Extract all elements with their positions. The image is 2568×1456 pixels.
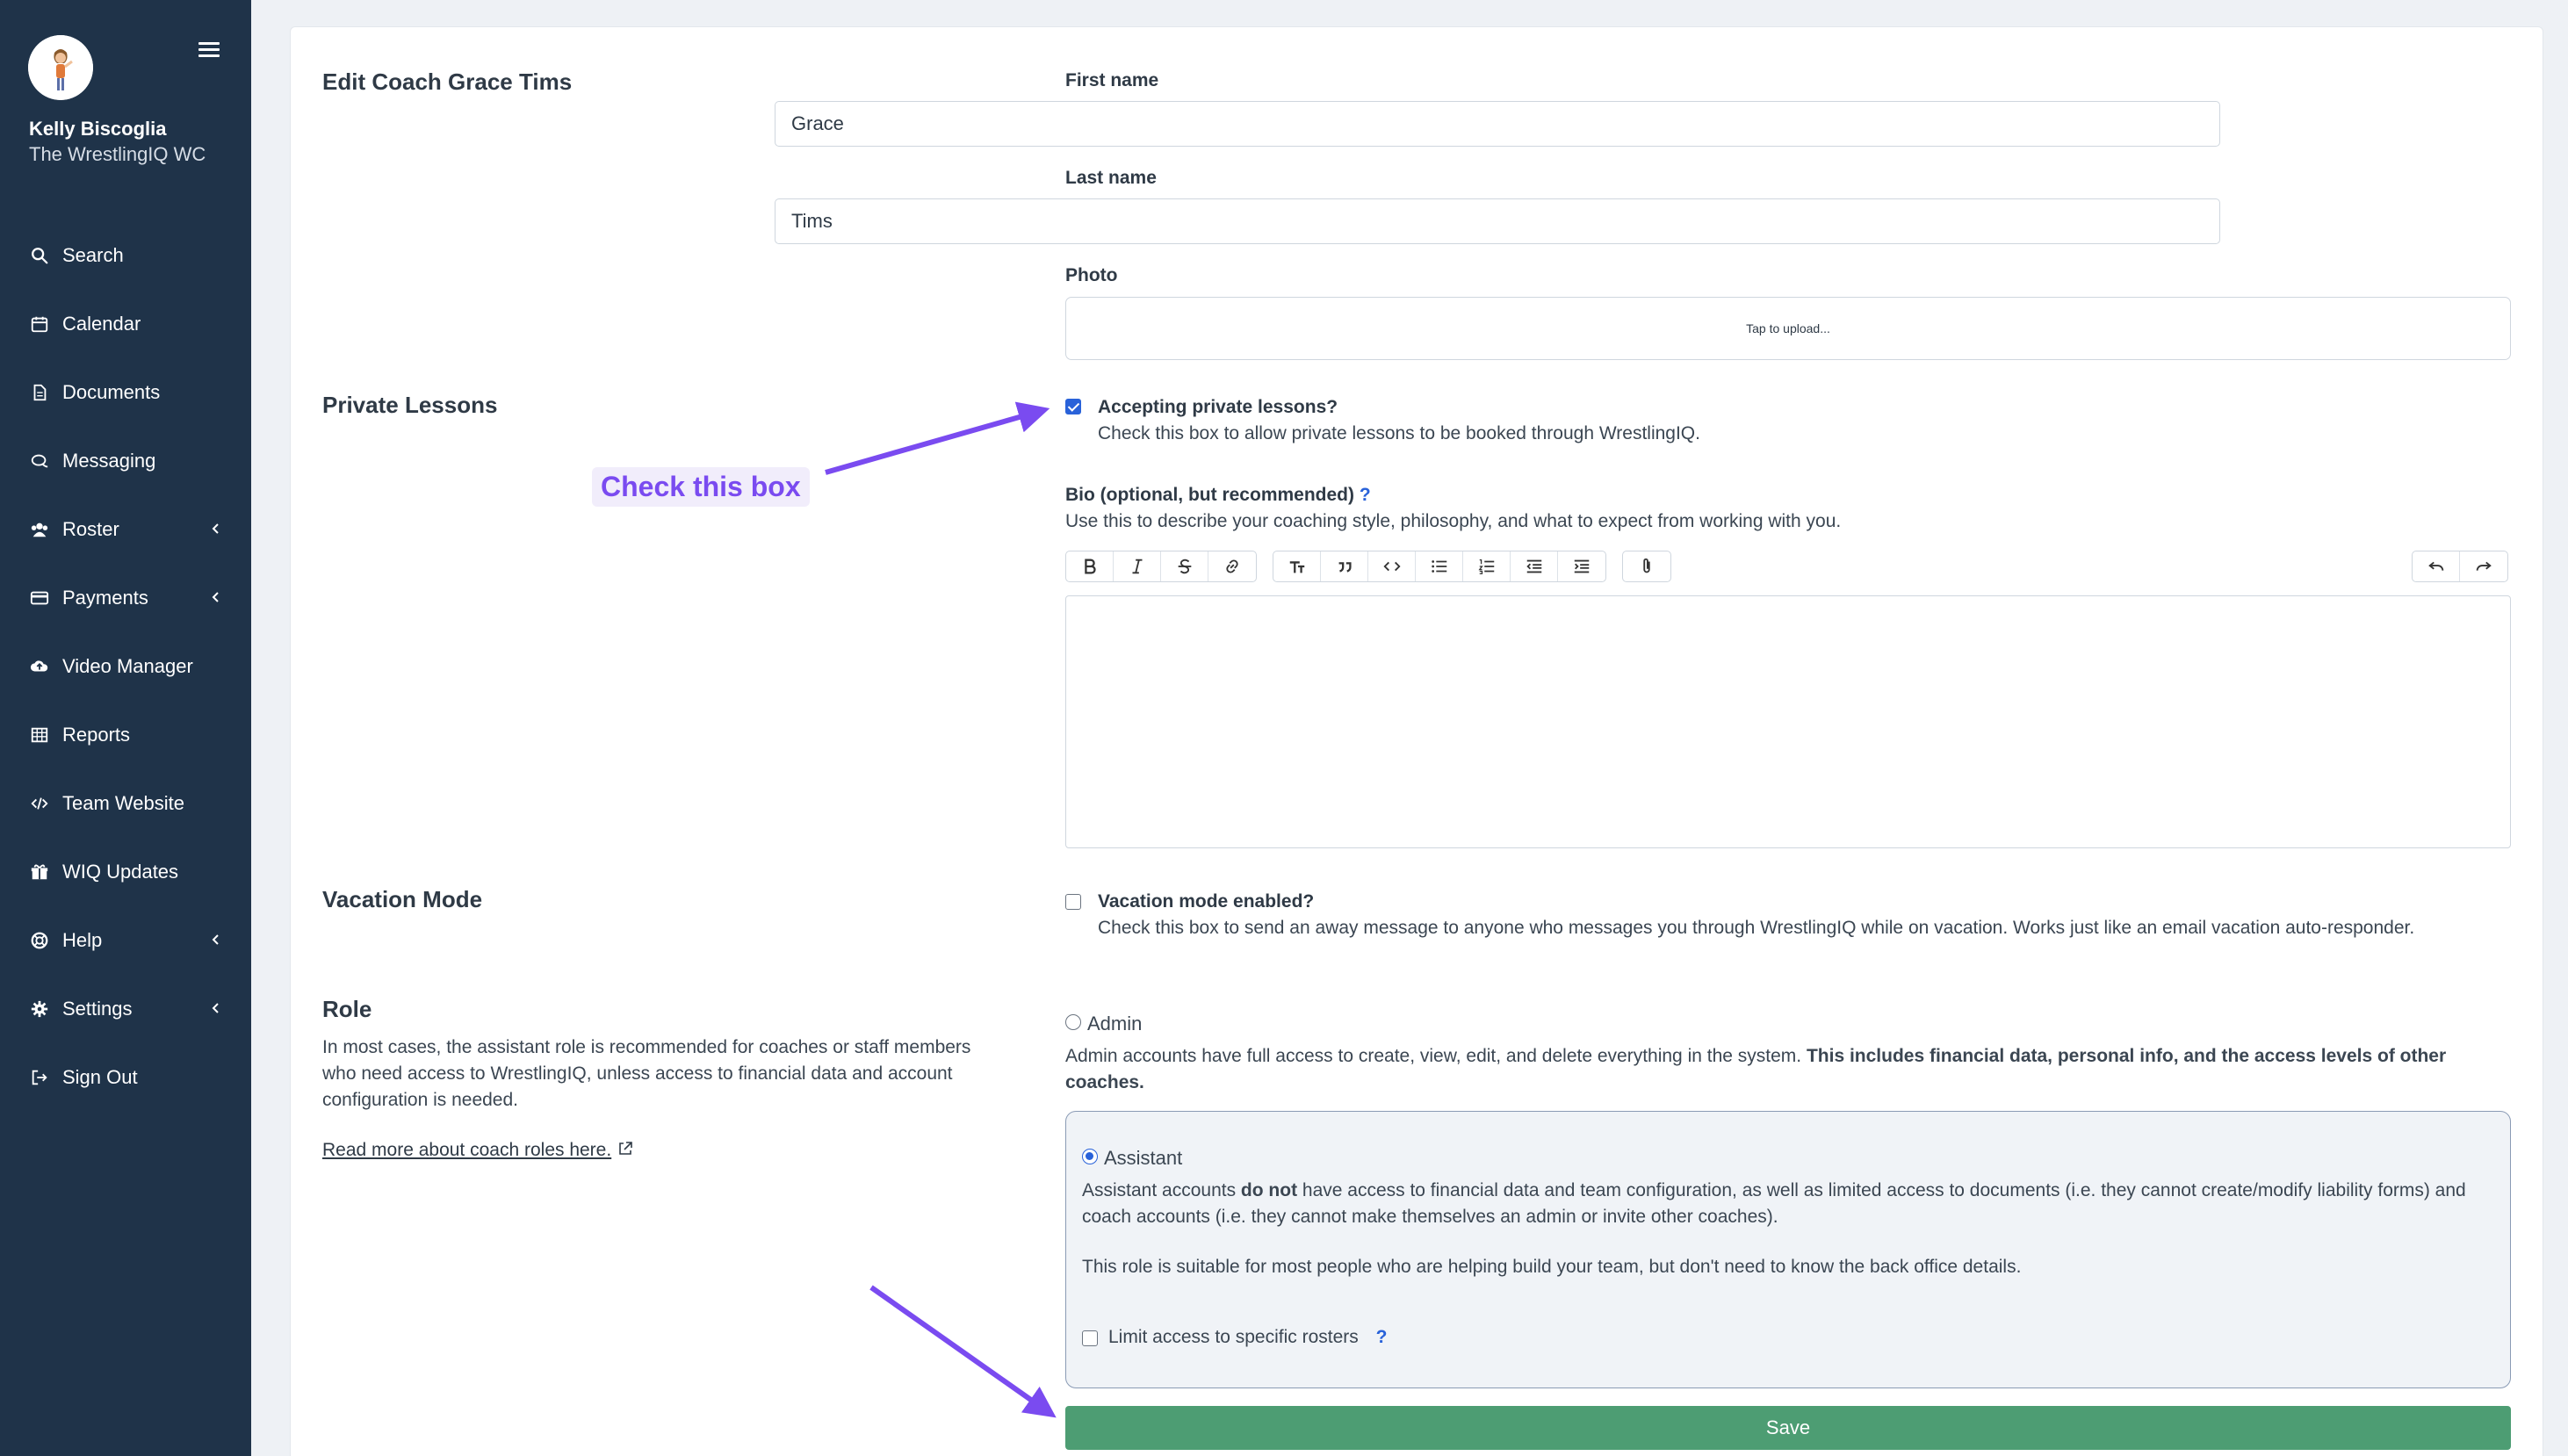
- sidebar-item-sign-out[interactable]: [0, 1043, 251, 1112]
- photo-upload-placeholder: Tap to upload...: [1746, 321, 1830, 335]
- annotation-check-this-box: Check this box: [592, 467, 810, 507]
- assistant-label[interactable]: Assistant: [1104, 1147, 1183, 1169]
- sidebar-item-label: Payments: [62, 587, 148, 609]
- limit-rosters-help-icon[interactable]: ?: [1375, 1327, 1388, 1347]
- photo-upload[interactable]: [1065, 297, 2511, 360]
- sidebar-nav: [0, 221, 251, 1112]
- private-lessons-checkbox[interactable]: [1065, 399, 1081, 414]
- sidebar-item-label: Help: [62, 929, 103, 951]
- page-title: Edit Coach Grace Tims: [322, 68, 573, 95]
- outdent-icon[interactable]: [1511, 551, 1558, 581]
- document-icon: [29, 382, 50, 403]
- sidebar-item-messaging[interactable]: [0, 427, 251, 495]
- photo-label: Photo: [1065, 265, 1118, 285]
- strikethrough-icon[interactable]: [1161, 551, 1208, 581]
- sidebar-item-help[interactable]: [0, 906, 251, 975]
- admin-desc-plain: Admin accounts have full access to create, view, edit, and delete everything in the system.: [1065, 1046, 1807, 1066]
- chevron-left-icon: [209, 520, 221, 537]
- vacation-mode-help: Check this box to send an away message to anyone who messages you through WrestlingIQ while on vacation. Works just like an email vacation auto-responder.: [1098, 918, 2415, 938]
- limit-rosters-checkbox[interactable]: [1082, 1330, 1098, 1346]
- chat-icon: [29, 450, 50, 472]
- last-name-label: Last name: [1065, 168, 1157, 188]
- credit-card-icon: [29, 587, 50, 609]
- vacation-mode-label[interactable]: Vacation mode enabled?: [1098, 891, 1315, 912]
- bullet-list-icon[interactable]: [1416, 551, 1463, 581]
- heading-icon[interactable]: [1273, 551, 1321, 581]
- gear-icon: [29, 998, 50, 1020]
- life-ring-icon: [29, 930, 50, 951]
- quote-icon[interactable]: [1321, 551, 1368, 581]
- sidebar-item-video-manager[interactable]: [0, 632, 251, 701]
- numbered-list-icon[interactable]: [1463, 551, 1511, 581]
- search-icon: [29, 245, 50, 266]
- assistant-suitability: This role is suitable for most people who are helping build your team, but don't need to know the back office details.: [1082, 1257, 2022, 1277]
- admin-description: [1065, 1043, 2506, 1096]
- sign-out-icon: [29, 1067, 50, 1088]
- indent-icon[interactable]: [1558, 551, 1605, 581]
- sidebar-item-label: Roster: [62, 518, 119, 540]
- sidebar-item-reports[interactable]: [0, 701, 251, 769]
- sidebar-item-label: WIQ Updates: [62, 861, 179, 883]
- admin-desc-bold: This includes financial data, personal info, and the access levels of other coaches.: [1065, 1046, 2447, 1092]
- calendar-icon: [29, 314, 50, 335]
- sidebar-item-label: Reports: [62, 724, 131, 746]
- limit-rosters-label[interactable]: [1108, 1327, 1387, 1348]
- sidebar-item-label: Team Website: [62, 792, 184, 814]
- code-block-icon[interactable]: [1368, 551, 1416, 581]
- sidebar-item-calendar[interactable]: [0, 290, 251, 358]
- sidebar-item-documents[interactable]: [0, 358, 251, 427]
- role-description: In most cases, the assistant role is recommended for coaches or staff members who need access to WrestlingIQ, unless access to financial data and account configuration is needed.: [322, 1037, 971, 1110]
- assistant-desc-2: have access to financial data and team configuration, as well as limited access to documents (i.e. they cannot create/modify liability forms) and coach accounts (i.e. they cannot make themselves an admin or invite other coaches).: [1082, 1180, 2466, 1227]
- paperclip-icon[interactable]: [1623, 551, 1670, 581]
- assistant-desc-bold: do not: [1240, 1180, 1298, 1200]
- cloud-upload-icon: [29, 656, 50, 677]
- gift-icon: [29, 861, 50, 883]
- limit-rosters-text[interactable]: Limit access to specific rosters: [1108, 1327, 1359, 1347]
- sidebar-item-team-website[interactable]: [0, 769, 251, 838]
- table-icon: [29, 724, 50, 746]
- sidebar-item-label: Messaging: [62, 450, 156, 472]
- toolbar-attach: [1622, 551, 1671, 582]
- sidebar-item-settings[interactable]: [0, 975, 251, 1043]
- vacation-mode-checkbox[interactable]: [1065, 894, 1081, 910]
- sidebar: [0, 0, 251, 1456]
- bio-editor[interactable]: [1065, 595, 2511, 848]
- toolbar-history: [2412, 551, 2508, 582]
- link-icon[interactable]: [1208, 551, 1256, 581]
- last-name-field[interactable]: [775, 198, 2220, 244]
- italic-icon[interactable]: [1114, 551, 1161, 581]
- assistant-desc-1: Assistant accounts: [1082, 1180, 1241, 1200]
- first-name-value: Grace: [791, 112, 844, 134]
- last-name-value: Tims: [791, 210, 833, 232]
- bio-help-icon[interactable]: ?: [1359, 485, 1371, 505]
- admin-radio[interactable]: [1065, 1014, 1081, 1030]
- users-icon: [29, 519, 50, 540]
- bold-icon[interactable]: [1066, 551, 1114, 581]
- private-lessons-help: Check this box to allow private lessons to be booked through WrestlingIQ.: [1098, 423, 1700, 443]
- first-name-field[interactable]: [775, 101, 2220, 147]
- sidebar-item-search[interactable]: [0, 221, 251, 290]
- sidebar-item-label: Sign Out: [62, 1066, 138, 1088]
- external-link-icon: [617, 1140, 634, 1157]
- sidebar-item-payments[interactable]: [0, 564, 251, 632]
- role-heading: Role: [322, 996, 372, 1022]
- private-lessons-label[interactable]: Accepting private lessons?: [1098, 397, 1338, 417]
- redo-icon[interactable]: [2460, 551, 2507, 581]
- avatar-illustration: [28, 35, 93, 100]
- user-name: Kelly Biscoglia: [29, 118, 167, 140]
- first-name-label: First name: [1065, 70, 1159, 90]
- toolbar-text-format: [1065, 551, 1257, 582]
- sidebar-item-label: Video Manager: [62, 655, 193, 677]
- sidebar-item-label: Calendar: [62, 313, 141, 335]
- assistant-description: [1082, 1178, 2487, 1230]
- bio-help: Use this to describe your coaching style, philosophy, and what to expect from working with you.: [1065, 511, 1842, 531]
- avatar[interactable]: [28, 35, 93, 100]
- code-icon: [29, 793, 50, 814]
- sidebar-item-label: Documents: [62, 381, 161, 403]
- sidebar-item-label: Search: [62, 244, 124, 266]
- bio-label: [1065, 485, 1371, 506]
- sidebar-item-wiq-updates[interactable]: [0, 838, 251, 906]
- hamburger-menu-icon[interactable]: [198, 42, 220, 58]
- admin-label[interactable]: Admin: [1087, 1013, 1143, 1034]
- chevron-left-icon: [209, 931, 221, 948]
- sidebar-item-roster[interactable]: [0, 495, 251, 564]
- bio-label-text: Bio (optional, but recommended): [1065, 485, 1354, 505]
- undo-icon[interactable]: [2413, 551, 2460, 581]
- save-button[interactable]: Save: [1065, 1406, 2511, 1450]
- read-more-roles[interactable]: [322, 1140, 634, 1161]
- vacation-mode-heading: Vacation Mode: [322, 886, 483, 912]
- chevron-left-icon: [209, 588, 221, 606]
- sidebar-item-label: Settings: [62, 998, 133, 1020]
- private-lessons-heading: Private Lessons: [322, 392, 498, 418]
- team-name: The WrestlingIQ WC: [29, 143, 206, 165]
- assistant-radio[interactable]: [1082, 1149, 1098, 1164]
- chevron-left-icon: [209, 999, 221, 1017]
- read-more-roles-link[interactable]: Read more about coach roles here.: [322, 1140, 612, 1160]
- toolbar-block-format: [1273, 551, 1606, 582]
